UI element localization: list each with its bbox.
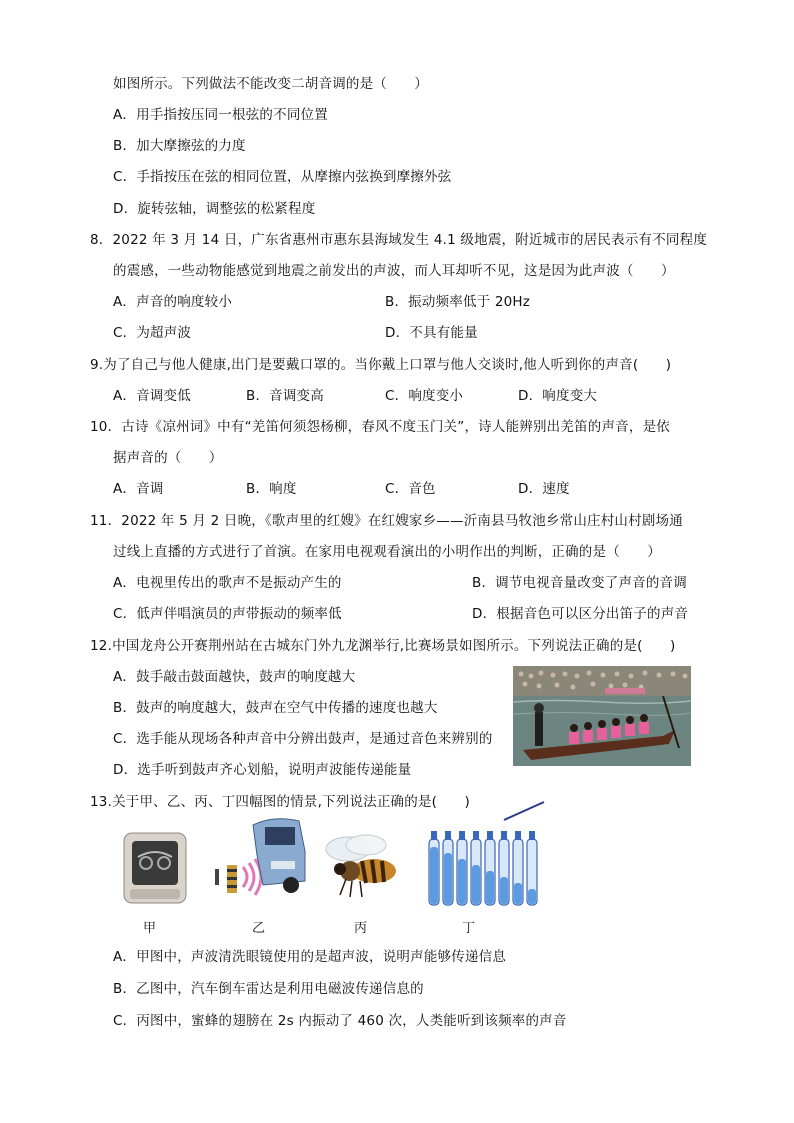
q8-option-a: A．声音的响度较小 [113, 294, 233, 310]
q10-option-d: D．速度 [518, 481, 570, 497]
q10-stem-line2: 据声音的（ ） [113, 450, 223, 466]
ultrasonic-cleaner-image [120, 827, 190, 907]
q11-option-c: C．低声伴唱演员的声带振动的频率低 [113, 606, 342, 622]
q12-option-c: C．选手能从现场各种声音中分辨出鼓声，是通过音色来辨别的 [113, 731, 493, 747]
q11-option-b: B．调节电视音量改变了声音的音调 [472, 575, 687, 591]
q11-option-d: D．根据音色可以区分出笛子的声音 [472, 606, 689, 622]
q8-stem-line2: 的震感，一些动物能感觉到地震之前发出的声波，而人耳却听不见，这是因为此声波（ ） [113, 263, 675, 279]
q13-option-a: A．甲图中，声波清洗眼镜使用的是超声波，说明声能够传递信息 [113, 949, 507, 965]
q12-option-b: B．鼓声的响度越大，鼓声在空气中传播的速度也越大 [113, 700, 438, 716]
caption-jia: 甲 [143, 921, 157, 936]
q8-option-b: B．振动频率低于 20Hz [385, 294, 531, 310]
q12-option-d: D．选手听到鼓声齐心划船，说明声波能传递能量 [113, 762, 412, 778]
q8-stem-line1: 8．2022 年 3 月 14 日，广东省惠州市惠东县海域发生 4.1 级地震，附近城市的居民表示有不同程度 [90, 232, 708, 248]
q7-option-b: B．加大摩擦弦的力度 [113, 138, 246, 154]
q9-option-b: B．音调变高 [246, 388, 324, 404]
q11-option-a: A．电视里传出的歌声不是振动产生的 [113, 575, 342, 591]
q8-option-c: C．为超声波 [113, 325, 192, 341]
q13-stem: 13.关于甲、乙、丙、丁四幅图的情景,下列说法正确的是( ) [90, 794, 470, 810]
q7-option-c: C．手指按压在弦的相同位置，从摩擦内弦换到摩擦外弦 [113, 169, 452, 185]
car-reversing-radar-image [213, 815, 307, 897]
q13-option-b: B．乙图中，汽车倒车雷达是利用电磁波传递信息的 [113, 981, 424, 997]
q9-option-c: C．响度变小 [385, 388, 464, 404]
q7-option-a: A．用手指按压同一根弦的不同位置 [113, 107, 328, 123]
caption-yi: 乙 [252, 921, 266, 936]
q10-stem-line1: 10．古诗《凉州词》中有“羌笛何须怨杨柳，春风不度玉门关”，诗人能辨别出羌笛的声音，是依 [90, 419, 670, 435]
q10-option-c: C．音色 [385, 481, 436, 497]
caption-ding: 丁 [462, 921, 476, 936]
q11-stem-line2: 过线上直播的方式进行了首演。在家用电视观看演出的小明作出的判断，正确的是（ ） [113, 544, 661, 560]
q7-option-d: D．旋转弦轴，调整弦的松紧程度 [113, 201, 316, 217]
caption-bing: 丙 [354, 921, 368, 936]
q11-stem-line1: 11．2022 年 5 月 2 日晚，《歌声里的红嫂》在红嫂家乡——沂南县马牧池乡常山庄村山村剧场通 [90, 513, 683, 529]
q9-stem: 9.为了自己与他人健康,出门是要戴口罩的。当你戴上口罩与他人交谈时,他人听到你的声音( ) [90, 357, 672, 373]
q7-stem: 如图所示。下列做法不能改变二胡音调的是（ ） [113, 76, 429, 92]
q10-option-b: B．响度 [246, 481, 297, 497]
q9-option-a: A．音调变低 [113, 388, 191, 404]
q12-option-a: A．鼓手敲击鼓面越快，鼓声的响度越大 [113, 669, 356, 685]
q10-option-a: A．音调 [113, 481, 164, 497]
q8-option-d: D．不具有能量 [385, 325, 478, 341]
q9-option-d: D．响度变大 [518, 388, 598, 404]
test-tubes-image [425, 829, 540, 907]
q12-stem: 12.中国龙舟公开赛荆州站在古城东门外九龙渊举行,比赛场景如图所示。下列说法正确的是( ) [90, 638, 676, 654]
pen-stroke-mark [502, 800, 546, 822]
q13-option-c: C．丙图中，蜜蜂的翅膀在 2s 内振动了 460 次，人类能听到该频率的声音 [113, 1013, 567, 1029]
dragon-boat-photo [513, 666, 691, 766]
bee-image [320, 833, 410, 901]
